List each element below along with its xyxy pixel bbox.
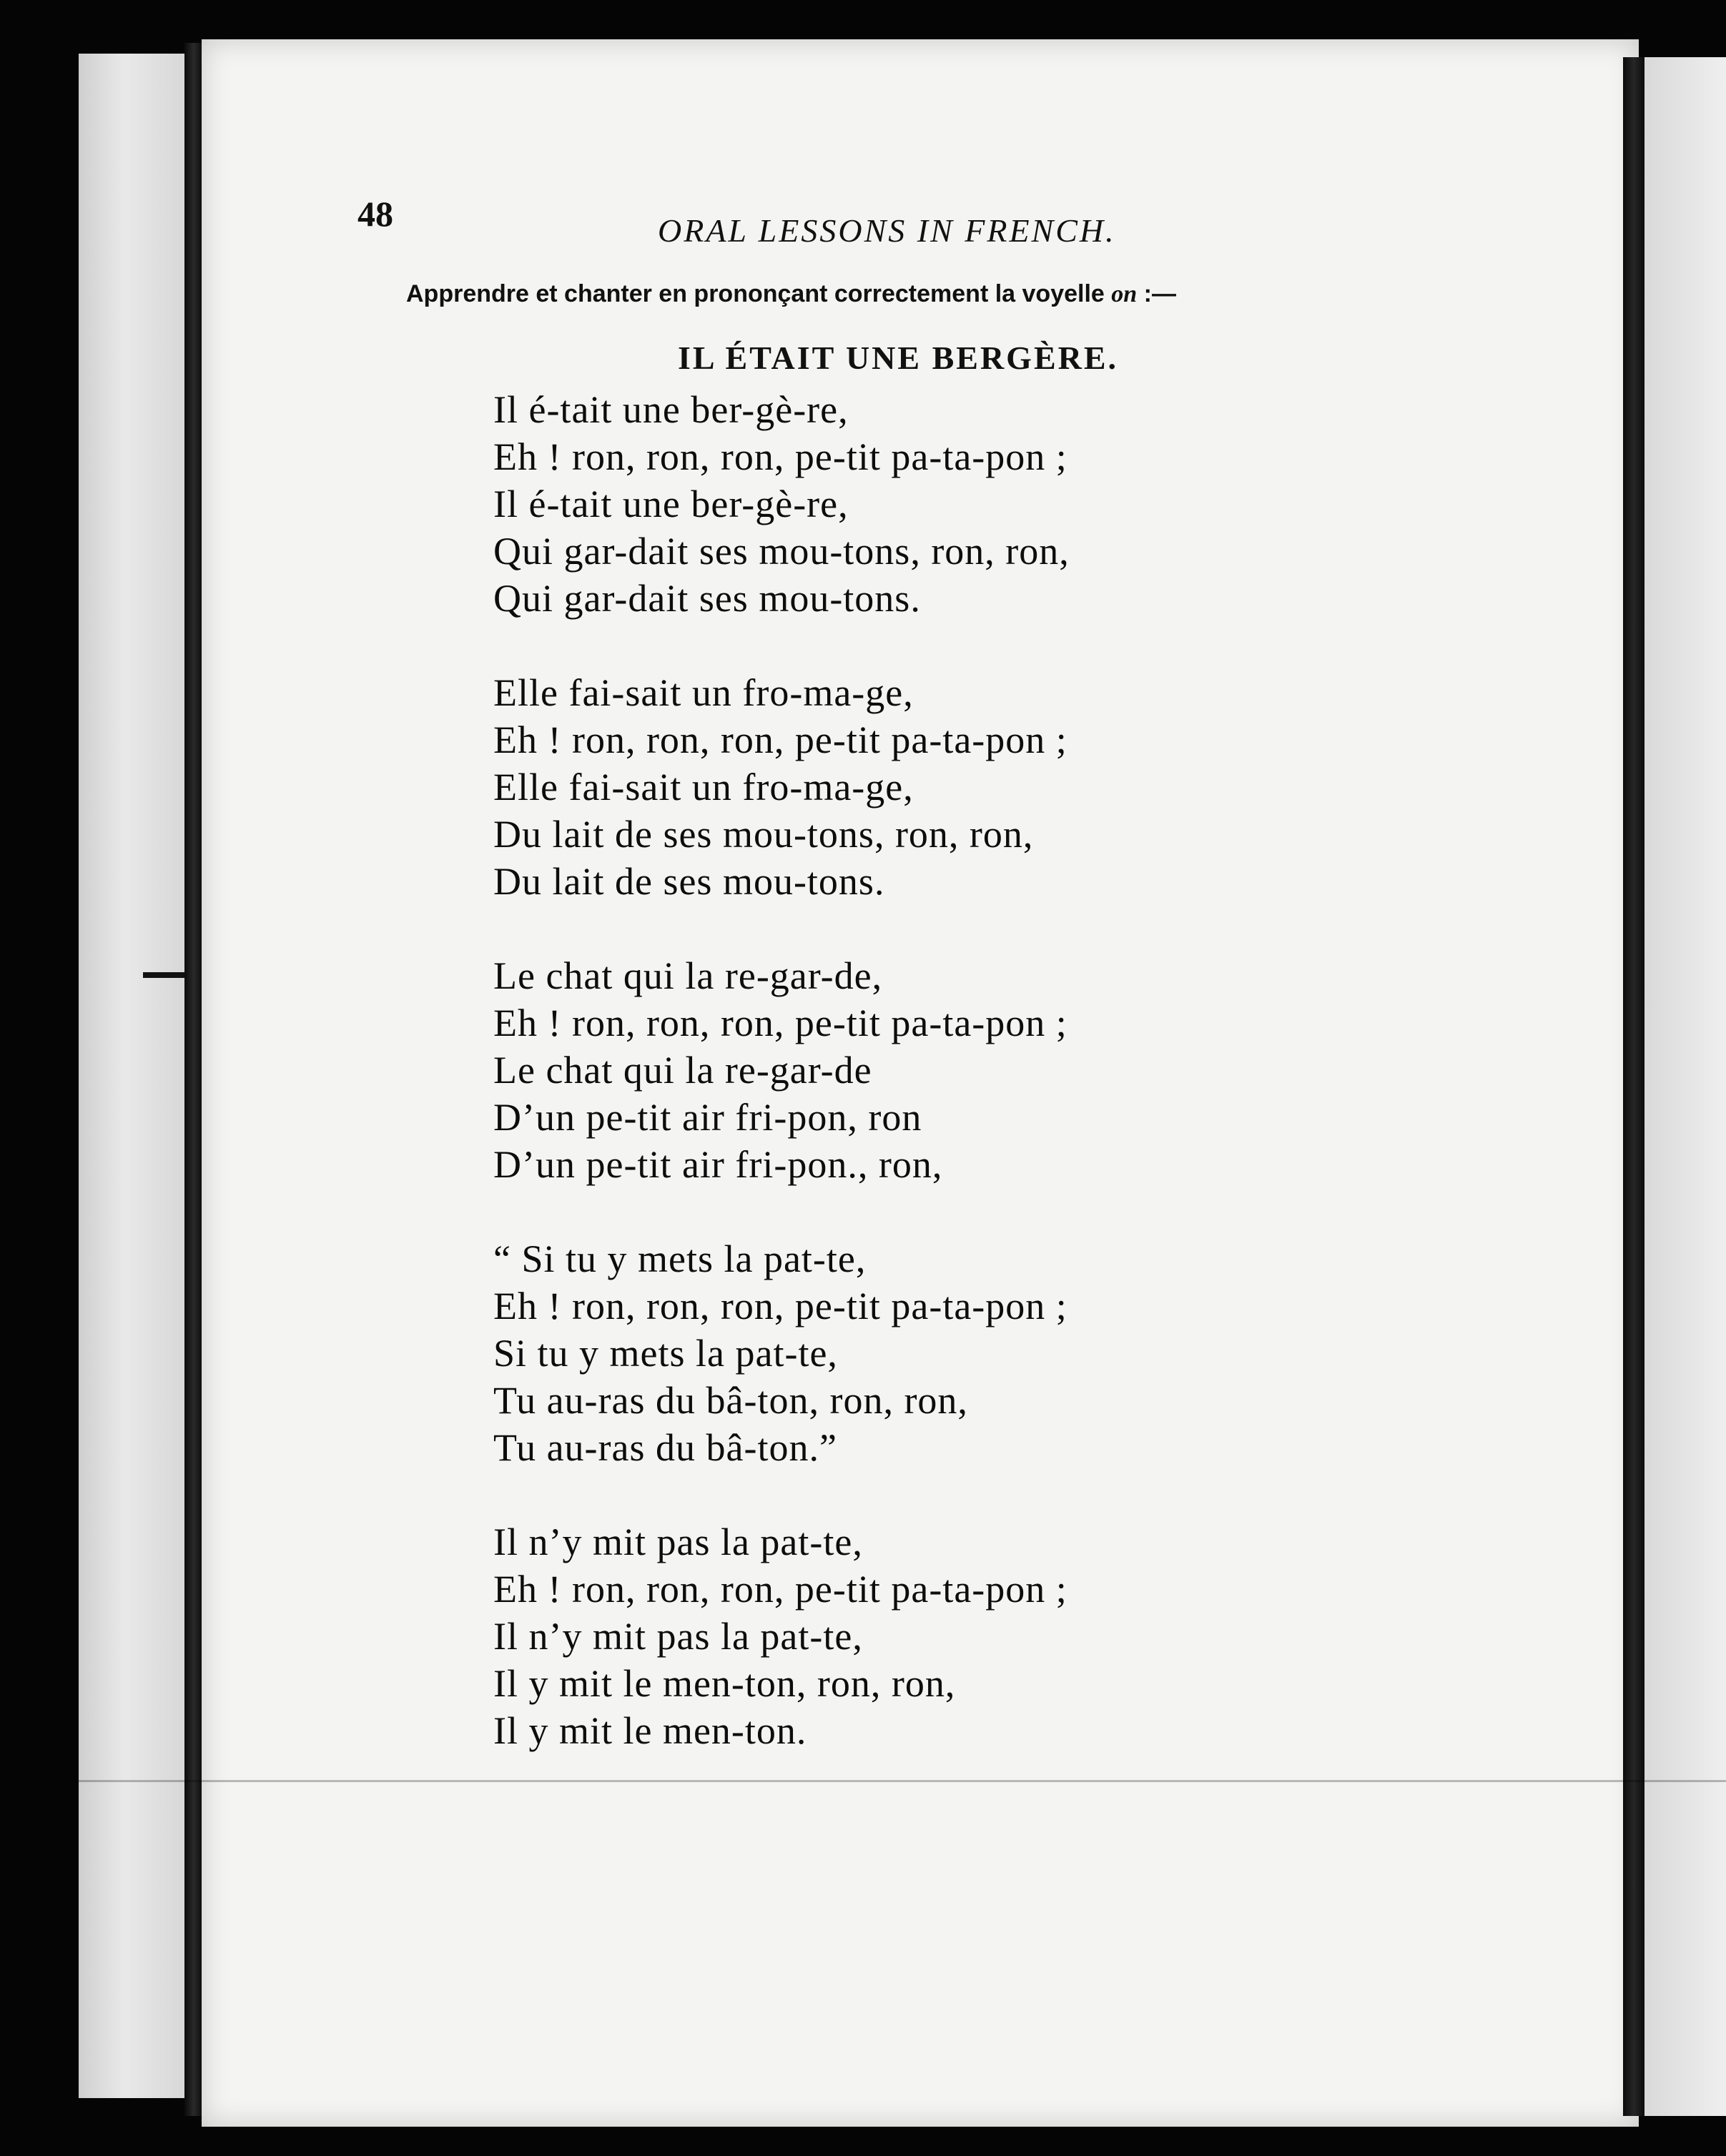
- book-gutter: [184, 43, 203, 2116]
- verse-line: D’un pe-tit air fri-pon, ron: [493, 1096, 922, 1139]
- next-page-gutter: [1623, 57, 1644, 2116]
- verse-line: Qui gar-dait ses mou-tons, ron, ron,: [493, 530, 1070, 573]
- verse-line: Il é-tait une ber-gè-re,: [493, 483, 849, 525]
- verse-line: Il y mit le men-ton, ron, ron,: [493, 1662, 956, 1705]
- verse-line: Tu au-ras du bâ-ton, ron, ron,: [493, 1379, 968, 1422]
- stanza: [493, 1518, 1351, 1754]
- stanza: [493, 669, 1351, 905]
- running-head: ORAL LESSONS IN FRENCH.: [658, 212, 1116, 249]
- verse-line: D’un pe-tit air fri-pon., ron,: [493, 1143, 943, 1186]
- instruction-main: Apprendre et chanter en prononçant correctement la voyelle: [406, 280, 1105, 307]
- verse-line: Eh ! ron, ron, ron, pe-tit pa-ta-pon ;: [493, 1285, 1067, 1327]
- verse-line: Tu au-ras du bâ-ton.”: [493, 1426, 837, 1469]
- verse-line: Si tu y mets la pat-te,: [493, 1332, 838, 1375]
- verse-line: “ Si tu y mets la pat-te,: [493, 1237, 867, 1280]
- stanza: [493, 1235, 1351, 1471]
- margin-mark: [143, 972, 186, 978]
- verse-line: Le chat qui la re-gar-de,: [493, 954, 883, 997]
- verse-line: Eh ! ron, ron, ron, pe-tit pa-ta-pon ;: [493, 1568, 1067, 1611]
- stanza: [493, 952, 1351, 1188]
- song-verses: [493, 386, 1351, 1801]
- instruction-end: :—: [1143, 280, 1176, 307]
- verse-line: Eh ! ron, ron, ron, pe-tit pa-ta-pon ;: [493, 718, 1067, 761]
- instruction-vowel: on: [1111, 281, 1138, 307]
- verse-line: Il y mit le men-ton.: [493, 1709, 807, 1752]
- verse-line: Du lait de ses mou-tons.: [493, 860, 885, 903]
- page-number: 48: [357, 194, 393, 234]
- instruction-text: [406, 280, 1250, 308]
- next-page-edge: [1644, 57, 1726, 2116]
- verse-line: Eh ! ron, ron, ron, pe-tit pa-ta-pon ;: [493, 435, 1067, 478]
- verse-line: Elle fai-sait un fro-ma-ge,: [493, 671, 914, 714]
- verse-line: Il n’y mit pas la pat-te,: [493, 1520, 863, 1563]
- verse-line: Eh ! ron, ron, ron, pe-tit pa-ta-pon ;: [493, 1002, 1067, 1044]
- stanza: [493, 386, 1351, 622]
- verse-line: Du lait de ses mou-tons, ron, ron,: [493, 813, 1034, 856]
- verse-line: Il n’y mit pas la pat-te,: [493, 1615, 863, 1658]
- verse-line: Le chat qui la re-gar-de: [493, 1049, 872, 1092]
- verse-line: Qui gar-dait ses mou-tons.: [493, 577, 921, 620]
- verse-line: Il é-tait une ber-gè-re,: [493, 388, 849, 431]
- song-title: IL ÉTAIT UNE BERGÈRE.: [678, 340, 1119, 376]
- verse-line: Elle fai-sait un fro-ma-ge,: [493, 766, 914, 808]
- previous-page-edge: [79, 54, 193, 2098]
